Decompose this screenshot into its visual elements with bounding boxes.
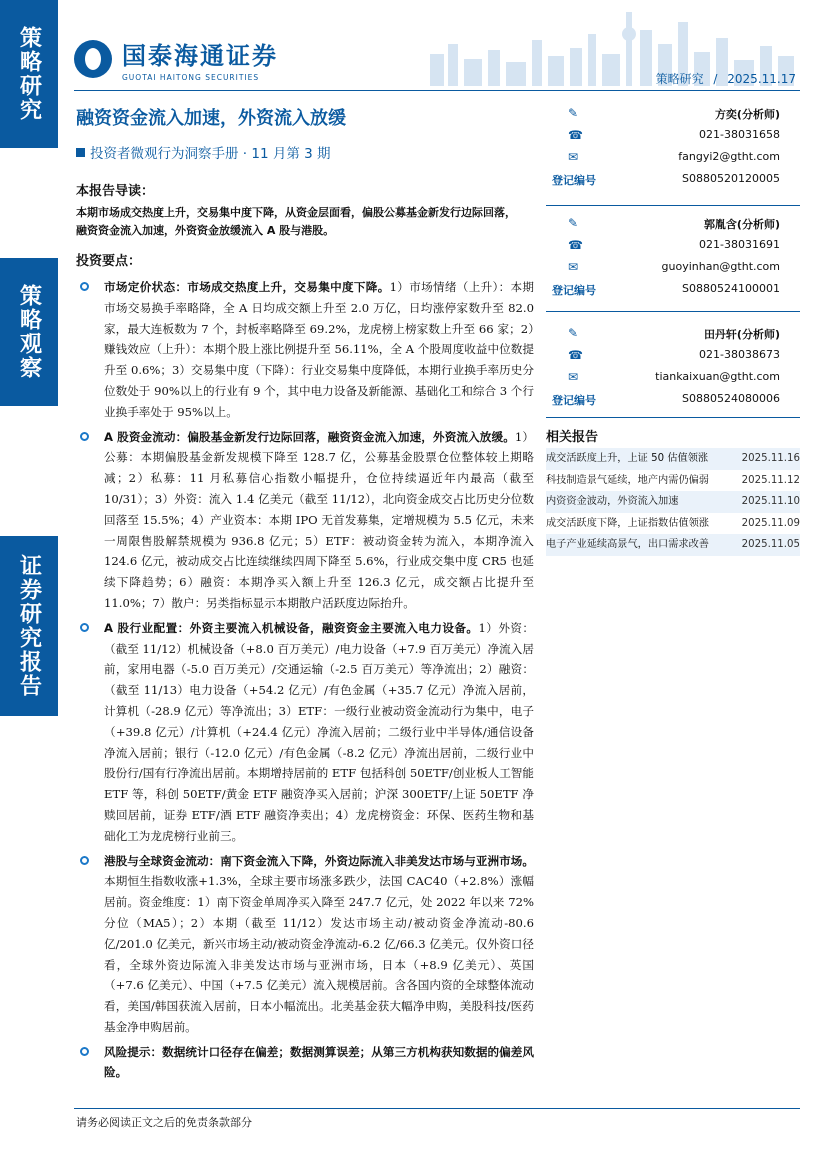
related-report-title[interactable]: 科技制造景气延续，地产内需仍偏弱	[546, 474, 709, 486]
analyst-name: 方奕(分析师)	[714, 108, 780, 121]
guide-text: 本期市场成交热度上升，交易集中度下降，从资金层面看，偏股公募基金新发行边际回落，融资资金流入加速，外资资金放缓流入 A 股与港股。	[76, 206, 516, 237]
report-title: 融资资金流入加速，外资流入放缓	[76, 108, 346, 129]
related-report-date: 2025.11.16	[741, 453, 800, 464]
investment-point	[76, 1042, 534, 1084]
analyst-name: 郭胤含(分析师)	[703, 218, 780, 231]
related-report-date: 2025.11.10	[741, 496, 800, 507]
investment-point-body: 1）市场情绪（上升）：本期市场交易换手率略降，全 A 日均成交额上升至 2.0 万亿，日均涨停家数升至 82.0 家，最大连板数为 7 个，封板率略降至 69.2%，龙虎榜上榜家数上升至 66 家；2）赚钱效应（上升）：本期个股上涨比例提升至 56.11%，全 A 个股周度收益中位数提升至 0.6%；3）交易集中度（下降）：行业交易集中度降低，本期行业换手率历史分位数处于 90%以上的行业有 9 个，其中电力设备及新能源、基础化工和综合 3 个行业换手率处于 95%以上。	[104, 280, 534, 419]
brand-name-cn: 国泰海通证券	[122, 42, 278, 70]
phone-icon: ☎	[568, 238, 583, 252]
footer-divider	[74, 1108, 800, 1109]
related-report-item[interactable]	[546, 534, 800, 556]
report-subtitle-text: 投资者微观行为洞察手册 · 11 月第 3 期	[90, 146, 331, 162]
investment-point	[76, 427, 534, 614]
header-separator: /	[713, 72, 718, 86]
brand-logo	[74, 36, 278, 82]
analyst-name: 田丹轩(分析师)	[703, 328, 780, 341]
circle-bullet-icon	[80, 282, 89, 291]
investment-point	[76, 277, 534, 423]
analyst-reg-no: S0880520120005	[682, 172, 780, 185]
related-report-item[interactable]	[546, 448, 800, 470]
investment-point-head: 风险提示：数据统计口径存在偏差；数据测算误差；从第三方机构获知数据的偏差风险。	[104, 1044, 534, 1080]
analyst-phone: 021-38031658	[699, 128, 780, 141]
guide-heading: 本报告导读：	[76, 184, 155, 199]
investment-point-body: 本期恒生指数收涨+1.3%，全球主要市场涨多跌少，法国 CAC40（+2.8%）涨幅居前。资金维度：1）南下资金单周净买入降至 247.7 亿元，处 2022 年以来 72%分位（MA5）；2）本期（截至 11/12）发达市场主动/被动资金净流动-80.6 亿/201.0 亿美元，新兴市场主动/被动资金净流动-6.2 亿/66.3 亿美元。仅外资口径看，全球外资边际流入非美发达市场与亚洲市场，日本（+8.9 亿美元）、英国（+7.6 亿美元）、中国（+7.5 亿美元）流入规模居前。含各国内资的全球整体流动看，美国/韩国获流入居前，日本小幅流出。北美基金获大幅净申购，美股科技/医药基金净申购居前。	[104, 874, 534, 1034]
header-category: 策略研究	[655, 72, 704, 86]
investment-points	[76, 277, 534, 1083]
person-icon: ✎	[568, 326, 579, 340]
header-meta	[656, 70, 796, 87]
investment-point-body: 1）公募：本期偏股基金新发规模下降至 128.7 亿，公募基金股票仓位整体较上期略减；2）私募：11 月私募信心指数小幅提升，仓位持续逼近年内最高（截至 10/31）；3）外资：流入 1.4 亿美元（截至 11/12），北向资金成交占比历史分位数回落至 15.5%；4）产业资本：本期 IPO 无首发募集，定增规模为 5.5 亿元，未来一周限售股解禁规模为 936.8 亿元；5）ETF：被动资金转为流入，本期净流入 124.6 亿元，被动成交占比连续继续四周下降至 5.6%，行业成交集中度 CR5 也延续下降趋势；6）融资：本期净买入额上升至 126.3 亿元，成交额占比提升至 11.0%；7）散户：另类指标显示本期散户活跃度边际抬升。	[104, 429, 534, 610]
sidebar-label-strategy-research: 策略研究	[0, 0, 58, 148]
analyst-card	[546, 206, 800, 312]
circle-bullet-icon	[80, 432, 89, 441]
analyst-reg-label: 登记编号	[552, 284, 596, 297]
sidebar-label-securities-research-report: 证券研究报告	[0, 536, 58, 716]
related-report-title[interactable]: 成交活跃度上升，上证 50 估值领涨	[546, 453, 709, 464]
email-icon: ✉	[568, 150, 579, 164]
investment-point-body: 1）外资：（截至 11/12）机械设备（+8.0 百万美元）/电力设备（+7.9 百万美元）净流入居前，家用电器（-5.0 百万美元）/交通运输（-2.5 百万美元）等净流出；2）融资：（截至 11/13）电力设备（+54.2 亿元）/有色金属（+35.7 亿元）净流入居前，计算机（-28.9 亿元）等净流出；3）ETF：一级行业被动资金流动行为集中，电子（+39.8 亿元）/计算机（+24.4 亿元）净流入居前；二级行业中半导体/通信设备净流入居前；银行（-12.0 亿元）/有色金属（-8.2 亿元）净流出居前，二级行业中股份行/国有行净流出居前。本期增持居前的 ETF 包括科创 50ETF/创业板人工智能 ETF 等，科创 50ETF/黄金 ETF 融资净买入居前；沪深 300ETF/上证 50ETF 净赎回居前，证券 ETF/酒 ETF 融资净卖出；4）龙虎榜资金：环保、医药生物和基础化工为龙虎榜行业前三。	[104, 620, 534, 843]
related-report-item[interactable]	[546, 513, 800, 535]
analyst-phone: 021-38031691	[699, 238, 780, 251]
header-date: 2025.11.17	[727, 72, 796, 86]
circle-bullet-icon	[80, 1047, 89, 1056]
investment-point-head: A 股资金流动：偏股基金新发行边际回落，融资资金流入加速，外资流入放缓。	[104, 429, 515, 444]
circle-bullet-icon	[80, 856, 89, 865]
person-icon: ✎	[568, 216, 579, 230]
analyst-card	[546, 312, 800, 418]
analyst-reg-label: 登记编号	[552, 174, 596, 187]
header-divider	[74, 90, 800, 91]
analyst-email[interactable]: fangyi2@gtht.com	[678, 150, 780, 163]
related-report-date: 2025.11.12	[741, 474, 800, 486]
analyst-panel	[546, 100, 800, 418]
analyst-phone: 021-38038673	[699, 348, 780, 361]
sidebar	[0, 0, 58, 1169]
circle-bullet-icon	[80, 623, 89, 632]
brand-name-en: GUOTAI HAITONG SECURITIES	[122, 73, 260, 82]
footer-disclaimer: 请务必阅读正文之后的免责条款部分	[76, 1116, 252, 1129]
investment-point-head: 港股与全球资金流动：南下资金流入下降，外资边际流入非美发达市场与亚洲市场。	[104, 853, 534, 868]
person-icon: ✎	[568, 106, 579, 120]
analyst-reg-no: S0880524080006	[682, 392, 780, 405]
email-icon: ✉	[568, 260, 579, 274]
related-report-date: 2025.11.09	[741, 517, 800, 529]
investment-point-head: A 股行业配置：外资主要流入机械设备，融资资金主要流入电力设备。	[104, 620, 479, 635]
analyst-reg-label: 登记编号	[552, 394, 596, 407]
related-report-date: 2025.11.05	[741, 539, 800, 550]
phone-icon: ☎	[568, 128, 583, 142]
square-bullet-icon	[76, 148, 85, 157]
sidebar-label-strategy-observation: 策略观察	[0, 258, 58, 406]
analyst-reg-no: S0880524100001	[682, 282, 780, 295]
investment-point	[76, 618, 534, 847]
brand-logo-mark-icon	[74, 40, 112, 78]
points-heading: 投资要点：	[76, 254, 142, 269]
related-reports-list	[546, 448, 800, 556]
phone-icon: ☎	[568, 348, 583, 362]
related-reports-heading: 相关报告	[546, 426, 800, 451]
related-report-item[interactable]	[546, 470, 800, 492]
investment-point-head: 市场定价状态：市场成交热度上升，交易集中度下降。	[104, 280, 390, 294]
related-report-title[interactable]: 电子产业延续高景气，出口需求改善	[546, 539, 709, 550]
analyst-card	[546, 100, 800, 206]
related-report-title[interactable]: 成交活跃度下降，上证指数估值领涨	[546, 517, 709, 529]
related-report-item[interactable]	[546, 491, 800, 513]
related-report-title[interactable]: 内资资金波动，外资流入加速	[546, 496, 679, 507]
report-subtitle	[76, 142, 331, 162]
investment-point	[76, 851, 534, 1038]
analyst-email[interactable]: tiankaixuan@gtht.com	[655, 370, 780, 383]
analyst-email[interactable]: guoyinhan@gtht.com	[661, 260, 780, 273]
email-icon: ✉	[568, 370, 579, 384]
